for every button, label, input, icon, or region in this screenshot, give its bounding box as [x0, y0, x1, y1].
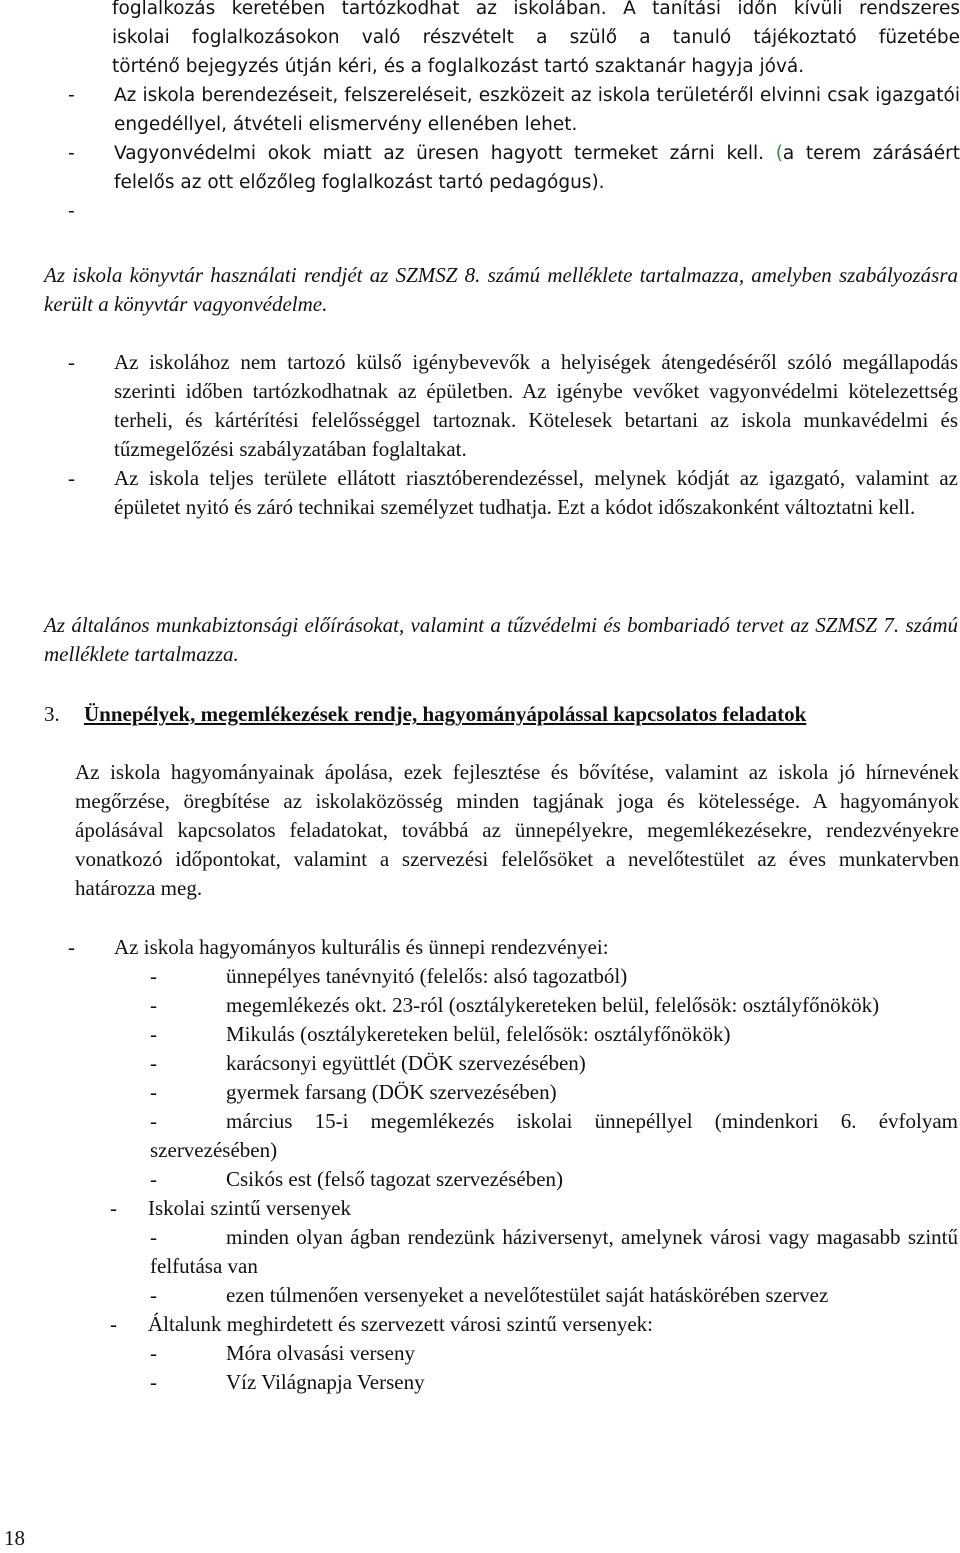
- sublist-item-text: március 15-i megemlékezés iskolai ünnepéllyel (mindenkori 6. évfolyam szervezésében): [150, 1109, 958, 1162]
- city-competitions-item: [0, 1310, 960, 1339]
- list-item: [44, 348, 958, 464]
- sublist-item-text: ünnepélyes tanévnyitó (felelős: alsó tagozatból): [226, 964, 628, 988]
- intro-line: iskolai foglalkozásokon való részvételt a szülő a tanuló tájékoztató füzetébe: [112, 27, 960, 48]
- sublist-item: [0, 1281, 958, 1310]
- sublist-item-text: ezen túlmenően versenyeket a nevelőtestület saját hatáskörében szervez: [226, 1283, 829, 1307]
- list-dash: -: [68, 350, 75, 374]
- list-dash: -: [68, 466, 75, 490]
- list-item-empty: [44, 197, 960, 226]
- sublist-item-text: Csikós est (felső tagozat szervezésében): [226, 1167, 564, 1191]
- sublist-item-text: Mikulás (osztálykereteken belül, felelősök: osztályfőnökök): [226, 1022, 731, 1046]
- sublist-item: [0, 1223, 958, 1281]
- sublist-item: [0, 1107, 958, 1165]
- sublist-item-text: gyermek farsang (DÖK szervezésében): [226, 1080, 557, 1104]
- list-dash: -: [110, 1196, 117, 1220]
- school-competitions-sublist: [0, 1223, 960, 1310]
- city-competitions-label: Általunk meghirdetett és szervezett városi szintű versenyek:: [148, 1312, 653, 1336]
- list-dash: -: [150, 1283, 157, 1307]
- list-dash: -: [150, 1109, 157, 1133]
- list-item-text: Vagyonvédelmi okok miatt az üresen hagyott termeket zárni kell.: [114, 143, 765, 164]
- sublist-item: [0, 1339, 958, 1368]
- list-dash: -: [150, 1225, 157, 1249]
- list-item: [44, 81, 960, 139]
- library-note: Az iskola könyvtár használati rendjét az SZMSZ 8. számú melléklete tartalmazza, amelyben szabályozásra került a könyvtár vagyonvédelme.: [44, 263, 958, 316]
- list-item-text: Az iskolához nem tartozó külső igénybevevők a helyiségek átengedéséről szóló megállapodás szerinti időben tartózkodhatnak az épületben. Az igénybe vevőket vagyonvédelmi kötelezettség terheli, és kártérítési felelősséggel tartoznak. Kötelesek betartani az iskola munkavédelmi és tűzmegelőzési szabályzatában foglaltakat.: [114, 350, 958, 461]
- sublist-item: [0, 1020, 958, 1049]
- intro-line: történő bejegyzés útján kéri, és a foglalkozást tartó szaktanár hagyja jóvá.: [112, 56, 805, 77]
- highlight-paren: (: [775, 143, 783, 164]
- school-competitions-item: [0, 1194, 960, 1223]
- section-paragraph: Az iskola hagyományainak ápolása, ezek fejlesztése és bővítése, valamint az iskola jó hírnevének megőrzése, öregbítése az iskolaközösség minden tagjának joga és kötelessége. A hagyományok ápolásával kapcsolatos feladatokat, továbbá az ünnepélyekre, megemlékezésekre, rendezvényekre vonatkozó időpontokat, valamint a szervezési felelősöket a nevelőtestület az éves munkatervben határozza meg.: [75, 760, 959, 900]
- list-dash: -: [110, 1312, 117, 1336]
- list-dash: -: [150, 1167, 157, 1191]
- list-item-text: a terem zárásáért felelős az ott előzőleg foglalkozást tartó pedagógus).: [114, 143, 960, 193]
- events-heading: Az iskola hagyományos kulturális és ünnepi rendezvényei:: [114, 935, 609, 959]
- list-dash: -: [150, 1370, 157, 1394]
- list-dash: -: [150, 1341, 157, 1365]
- sublist-item: [0, 962, 958, 991]
- list-dash: -: [68, 85, 75, 106]
- list-dash: -: [150, 1022, 157, 1046]
- rules-list: [44, 81, 960, 226]
- list-dash: -: [150, 1080, 157, 1104]
- page-number: 18: [4, 1526, 25, 1550]
- city-competitions-sublist: [0, 1339, 960, 1397]
- list-dash: -: [68, 201, 75, 222]
- list-item-text: Az iskola teljes területe ellátott riasztóberendezéssel, melynek kódját az igazgató, valamint az épületet nyitó és záró technikai személyzet tudhatja. Ezt a kódot időszakonként változtatni kell.: [114, 466, 958, 519]
- school-competitions-label: Iskolai szintű versenyek: [148, 1196, 351, 1220]
- list-dash: -: [68, 143, 75, 164]
- events-list: [0, 933, 960, 1397]
- list-item: [44, 464, 958, 522]
- section-title: Ünnepélyek, megemlékezések rendje, hagyományápolással kapcsolatos feladatok: [84, 702, 807, 726]
- list-dash: -: [150, 1051, 157, 1075]
- sublist-item: [0, 1368, 958, 1397]
- sublist-item-text: Móra olvasási verseny: [226, 1341, 415, 1365]
- sublist-item: [0, 1078, 958, 1107]
- events-heading-item: [0, 933, 960, 962]
- section-heading: [44, 700, 960, 729]
- section-number: 3.: [44, 702, 60, 726]
- sublist-item: [0, 991, 958, 1020]
- sublist-item-text: minden olyan ágban rendezünk háziversenyt, amelynek városi vagy magasabb szintű felfutása van: [150, 1225, 958, 1278]
- intro-line: foglalkozás keretében tartózkodhat az iskolában. A tanítási időn kívüli rendszeres: [112, 0, 960, 19]
- list-dash: -: [150, 993, 157, 1017]
- sublist-item: [0, 1049, 958, 1078]
- list-dash: -: [68, 935, 75, 959]
- building-rules-list: [44, 348, 958, 522]
- sublist-item-text: karácsonyi együttlét (DÖK szervezésében): [226, 1051, 586, 1075]
- sublist-item-text: Víz Világnapja Verseny: [226, 1370, 425, 1394]
- safety-note: Az általános munkabiztonsági előírásokat, valamint a tűzvédelmi és bombariadó tervet az SZMSZ 7. számú melléklete tartalmazza.: [44, 613, 958, 666]
- sublist-item: [0, 1165, 958, 1194]
- events-sublist: [0, 962, 960, 1194]
- intro-paragraph: [112, 0, 960, 81]
- list-dash: -: [150, 964, 157, 988]
- list-item-text: Az iskola berendezéseit, felszereléseit, eszközeit az iskola területéről elvinni csak igazgatói engedéllyel, átvételi elismervény ellenében lehet.: [114, 85, 960, 135]
- sublist-item-text: megemlékezés okt. 23-ról (osztálykereteken belül, felelősök: osztályfőnökök): [226, 993, 880, 1017]
- list-item: [44, 139, 960, 197]
